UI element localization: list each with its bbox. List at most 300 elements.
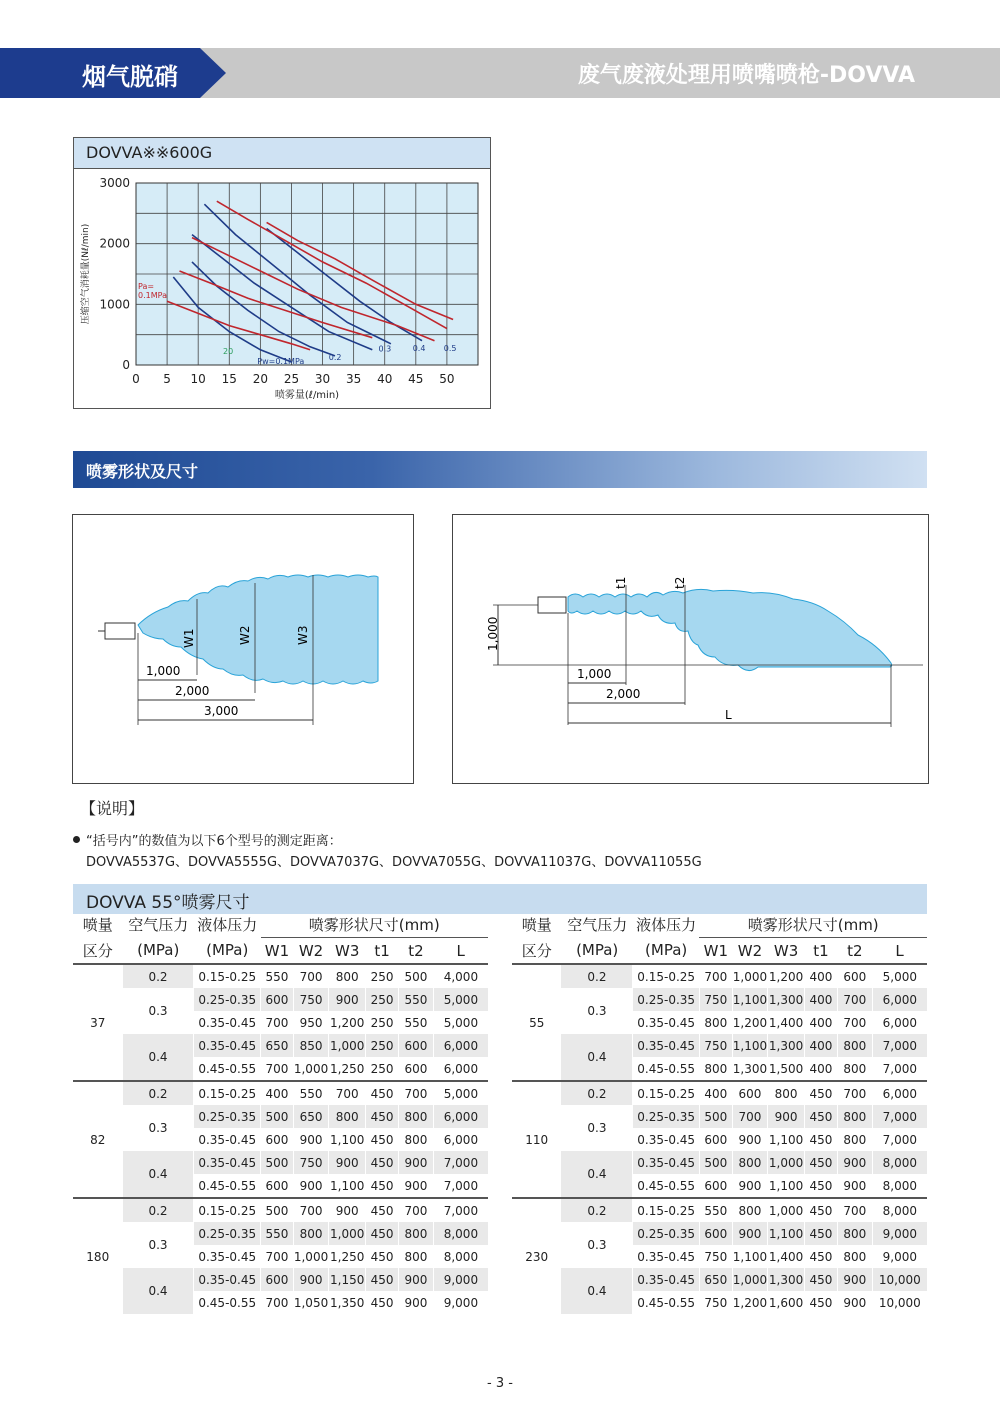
liquid-pressure-cell: 0.35-0.45: [633, 1128, 700, 1151]
table-title: DOVVA 55°喷雾尺寸: [86, 893, 250, 913]
liquid-pressure-cell: 0.45-0.55: [633, 1174, 700, 1198]
liquid-pressure-cell: 0.35-0.45: [633, 1034, 700, 1057]
value-cell: 800: [699, 1057, 732, 1081]
value-cell: 7,000: [433, 1174, 488, 1198]
value-cell: 750: [293, 988, 328, 1011]
value-cell: 500: [261, 1105, 294, 1128]
dim-1000: 1,000: [577, 667, 612, 681]
label-t2: t2: [673, 576, 687, 589]
value-cell: 800: [399, 1105, 434, 1128]
x-tick-label: 20: [252, 372, 269, 386]
value-cell: 650: [293, 1105, 328, 1128]
value-cell: 900: [732, 1222, 767, 1245]
value-cell: 900: [837, 1151, 872, 1174]
header-col: L: [872, 938, 927, 965]
liquid-pressure-cell: 0.35-0.45: [633, 1268, 700, 1291]
y-tick-label: 0: [122, 358, 130, 372]
liquid-pressure-cell: 0.25-0.35: [633, 988, 700, 1011]
page-header: [0, 48, 1000, 98]
air-pressure-cell: 0.3: [148, 1238, 168, 1252]
x-tick-label: 10: [190, 372, 206, 386]
value-cell: 950: [293, 1011, 328, 1034]
table-row: [73, 1034, 488, 1057]
table-row: [512, 988, 927, 1011]
spray-diagram-angled-svg: [453, 515, 928, 783]
air-pressure-cell: 0.2: [123, 1081, 194, 1105]
table-row: [73, 988, 488, 1011]
value-cell: 900: [399, 1151, 434, 1174]
air-pressure-cell: 0.2: [561, 1081, 632, 1105]
value-cell: 800: [837, 1222, 872, 1245]
liquid-pressure-cell: 0.45-0.55: [194, 1174, 261, 1198]
section-bar-spray-shape: [73, 451, 927, 488]
value-cell: 5,000: [872, 964, 927, 988]
value-cell: 6,000: [872, 1011, 927, 1034]
flow-cell: 55: [512, 964, 561, 1081]
header-col: W3: [329, 938, 366, 965]
value-cell: 650: [699, 1268, 732, 1291]
value-cell: 1,100: [768, 1128, 805, 1151]
value-cell: 6,000: [872, 988, 927, 1011]
value-cell: 700: [261, 1011, 294, 1034]
spray-size-table-left: [73, 912, 488, 1314]
value-cell: 900: [732, 1174, 767, 1198]
value-cell: 1,300: [768, 1268, 805, 1291]
value-cell: 1,400: [768, 1011, 805, 1034]
value-cell: 450: [366, 1174, 399, 1198]
bullet-icon: [73, 836, 80, 843]
header-air-pressure: 空气压力: [128, 916, 189, 935]
table-row: [512, 1105, 927, 1128]
value-cell: 550: [261, 964, 294, 988]
value-cell: 1,350: [329, 1291, 366, 1314]
value-cell: 700: [699, 964, 732, 988]
header-air-pressure: 空气压力: [567, 916, 628, 935]
value-cell: 550: [261, 1222, 294, 1245]
label-w2: W2: [238, 625, 252, 645]
value-cell: 900: [329, 1198, 366, 1222]
table-row: [512, 1081, 927, 1105]
value-cell: 8,000: [433, 1222, 488, 1245]
value-cell: 800: [837, 1057, 872, 1081]
table-row: [73, 1081, 488, 1105]
value-cell: 9,000: [433, 1291, 488, 1314]
value-cell: 6,000: [433, 1034, 488, 1057]
air-pressure-cell: 0.4: [123, 1034, 194, 1081]
value-cell: 1,200: [768, 964, 805, 988]
value-cell: 1,100: [732, 988, 767, 1011]
value-cell: 6,000: [872, 1081, 927, 1105]
value-cell: 600: [699, 1222, 732, 1245]
value-cell: 1,300: [732, 1057, 767, 1081]
dim-2000: 2,000: [606, 687, 641, 701]
curve-label: 0.2: [328, 353, 342, 363]
section-title: 喷雾形状及尺寸: [86, 462, 199, 481]
header-col: W1: [699, 938, 732, 965]
dim-3000: 3,000: [204, 704, 239, 718]
page-number: - 3 -: [487, 1376, 513, 1391]
liquid-pressure-cell: 0.25-0.35: [194, 1105, 261, 1128]
value-cell: 1,100: [329, 1128, 366, 1151]
value-cell: 450: [805, 1151, 838, 1174]
air-pressure-cell: 0.2: [123, 964, 194, 988]
value-cell: 10,000: [872, 1291, 927, 1314]
x-tick-label: 30: [314, 372, 331, 386]
value-cell: 550: [699, 1198, 732, 1222]
value-cell: 450: [366, 1268, 399, 1291]
value-cell: 450: [805, 1081, 838, 1105]
performance-chart: [73, 137, 491, 409]
flow-cell: 37: [73, 964, 123, 1081]
value-cell: 1,100: [768, 1174, 805, 1198]
value-cell: 700: [837, 1011, 872, 1034]
table-row: [73, 1198, 488, 1222]
value-cell: 1,000: [293, 1245, 328, 1268]
value-cell: 8,000: [872, 1198, 927, 1222]
value-cell: 450: [366, 1105, 399, 1128]
air-pressure-cell: 0.3: [587, 1004, 607, 1018]
liquid-pressure-cell: 0.15-0.25: [194, 1198, 261, 1222]
liquid-pressure-cell: 0.15-0.25: [633, 964, 700, 988]
value-cell: 1,000: [329, 1222, 366, 1245]
value-cell: 700: [837, 1198, 872, 1222]
header-liquid-pressure: 液体压力: [197, 916, 258, 935]
liquid-pressure-cell: 0.15-0.25: [194, 964, 261, 988]
liquid-pressure-cell: 0.15-0.25: [633, 1198, 700, 1222]
dim-height-1000: 1,000: [486, 616, 500, 651]
value-cell: 600: [261, 1174, 294, 1198]
table-row: [512, 1268, 927, 1291]
value-cell: 900: [329, 1151, 366, 1174]
header-col: t1: [805, 938, 838, 965]
value-cell: 7,000: [872, 1128, 927, 1151]
value-cell: 600: [699, 1174, 732, 1198]
value-cell: 800: [732, 1151, 767, 1174]
value-cell: 750: [293, 1151, 328, 1174]
value-cell: 800: [399, 1245, 434, 1268]
value-cell: 600: [399, 1057, 434, 1081]
liquid-pressure-cell: 0.25-0.35: [194, 1222, 261, 1245]
chart-title-bar: [74, 138, 490, 169]
table-row: [73, 1268, 488, 1291]
value-cell: 600: [261, 1128, 294, 1151]
x-tick-label: 5: [163, 372, 171, 386]
air-pressure-cell: 0.2: [123, 1198, 194, 1222]
value-cell: 250: [366, 964, 399, 988]
liquid-pressure-cell: 0.35-0.45: [194, 1268, 261, 1291]
header-flow-sub: 区分: [512, 938, 561, 965]
x-tick-label: 40: [377, 372, 393, 386]
value-cell: 900: [732, 1128, 767, 1151]
header-col: W2: [293, 938, 328, 965]
value-cell: 600: [399, 1034, 434, 1057]
value-cell: 400: [805, 1034, 838, 1057]
value-cell: 800: [399, 1222, 434, 1245]
table-row: [73, 964, 488, 988]
value-cell: 1,050: [293, 1291, 328, 1314]
value-cell: 9,000: [872, 1245, 927, 1268]
value-cell: 700: [837, 988, 872, 1011]
air-pressure-cell: 0.2: [561, 1198, 632, 1222]
liquid-pressure-cell: 0.25-0.35: [194, 988, 261, 1011]
value-cell: 800: [699, 1011, 732, 1034]
value-cell: 450: [366, 1245, 399, 1268]
value-cell: 900: [399, 1268, 434, 1291]
value-cell: 800: [837, 1034, 872, 1057]
liquid-pressure-cell: 0.45-0.55: [633, 1057, 700, 1081]
liquid-pressure-cell: 0.15-0.25: [194, 1081, 261, 1105]
flow-cell: 180: [73, 1198, 123, 1314]
value-cell: 700: [329, 1081, 366, 1105]
y-tick-label: 3000: [99, 176, 130, 190]
header-col: t1: [366, 938, 399, 965]
value-cell: 800: [732, 1198, 767, 1222]
liquid-pressure-cell: 0.35-0.45: [194, 1011, 261, 1034]
value-cell: 9,000: [872, 1222, 927, 1245]
value-cell: 400: [805, 1011, 838, 1034]
air-pressure-cell: 0.4: [123, 1268, 194, 1314]
table-row: [512, 1151, 927, 1174]
value-cell: 800: [837, 1245, 872, 1268]
curve-label: Pw=0.1MPa: [257, 356, 305, 366]
value-cell: 450: [805, 1291, 838, 1314]
header-spray-shape: 喷雾形状尺寸(mm): [261, 912, 488, 938]
value-cell: 900: [768, 1105, 805, 1128]
liquid-pressure-cell: 0.35-0.45: [194, 1128, 261, 1151]
table-title-bar: [73, 884, 927, 914]
pa-label: Pa=: [138, 282, 155, 292]
value-cell: 1,100: [768, 1222, 805, 1245]
value-cell: 9,000: [433, 1268, 488, 1291]
value-cell: 450: [366, 1128, 399, 1151]
header-col: L: [433, 938, 488, 965]
value-cell: 700: [399, 1198, 434, 1222]
value-cell: 250: [366, 1057, 399, 1081]
liquid-pressure-cell: 0.45-0.55: [633, 1291, 700, 1314]
value-cell: 750: [699, 988, 732, 1011]
x-tick-label: 25: [283, 372, 300, 386]
air-pressure-cell: 0.3: [148, 1004, 168, 1018]
curve-label: 0.5: [443, 344, 457, 354]
value-cell: 600: [699, 1128, 732, 1151]
value-cell: 600: [261, 988, 294, 1011]
liquid-pressure-cell: 0.35-0.45: [194, 1151, 261, 1174]
header-air-unit: (MPa): [561, 938, 632, 965]
value-cell: 1,250: [329, 1245, 366, 1268]
value-cell: 400: [805, 988, 838, 1011]
curve-label: 0.3: [378, 344, 392, 354]
value-cell: 450: [805, 1198, 838, 1222]
value-cell: 800: [399, 1128, 434, 1151]
value-cell: 7,000: [872, 1034, 927, 1057]
spray-diagram-horizontal: [72, 514, 414, 784]
value-cell: 900: [837, 1174, 872, 1198]
value-cell: 700: [293, 964, 328, 988]
chart-plot: [74, 168, 490, 408]
value-cell: 5,000: [433, 988, 488, 1011]
value-cell: 450: [805, 1174, 838, 1198]
value-cell: 450: [805, 1128, 838, 1151]
header-liquid-unit: (MPa): [633, 938, 700, 965]
value-cell: 250: [366, 988, 399, 1011]
value-cell: 700: [399, 1081, 434, 1105]
value-cell: 450: [366, 1081, 399, 1105]
air-pressure-cell: 0.4: [561, 1034, 632, 1081]
value-cell: 400: [805, 1057, 838, 1081]
value-cell: 1,000: [732, 1268, 767, 1291]
air-pressure-cell: 0.4: [123, 1151, 194, 1198]
value-cell: 900: [837, 1291, 872, 1314]
y-tick-label: 1000: [99, 297, 130, 312]
x-tick-label: 15: [221, 372, 237, 386]
value-cell: 900: [293, 1174, 328, 1198]
value-cell: 1,100: [732, 1034, 767, 1057]
value-cell: 800: [768, 1081, 805, 1105]
value-cell: 450: [366, 1151, 399, 1174]
liquid-pressure-cell: 0.35-0.45: [633, 1151, 700, 1174]
air-pressure-cell: 0.3: [587, 1121, 607, 1135]
header-tab-arrow: [200, 48, 226, 98]
value-cell: 550: [399, 988, 434, 1011]
value-cell: 250: [366, 1011, 399, 1034]
value-cell: 600: [732, 1081, 767, 1105]
dim-L: L: [725, 708, 732, 722]
value-cell: 450: [366, 1222, 399, 1245]
x-tick-label: 45: [408, 372, 424, 386]
table-row: [73, 1222, 488, 1245]
table-row: [512, 1034, 927, 1057]
value-cell: 1,000: [768, 1151, 805, 1174]
value-cell: 450: [805, 1268, 838, 1291]
value-cell: 800: [837, 1128, 872, 1151]
liquid-pressure-cell: 0.25-0.35: [633, 1105, 700, 1128]
header-col: t2: [837, 938, 872, 965]
liquid-pressure-cell: 0.35-0.45: [194, 1245, 261, 1268]
flow-cell: 82: [73, 1081, 123, 1198]
table-row: [512, 1222, 927, 1245]
value-cell: 1,300: [768, 988, 805, 1011]
y-axis-label: 压缩空气消耗量(Nℓ/min): [81, 223, 91, 325]
value-cell: 450: [805, 1245, 838, 1268]
value-cell: 8,000: [872, 1151, 927, 1174]
value-cell: 6,000: [433, 1128, 488, 1151]
curve-label: 0.4: [412, 344, 426, 354]
value-cell: 850: [293, 1034, 328, 1057]
value-cell: 900: [293, 1128, 328, 1151]
value-cell: 450: [805, 1222, 838, 1245]
label-t1: t1: [614, 576, 628, 589]
header-flow: 喷量: [82, 916, 113, 935]
value-cell: 7,000: [433, 1151, 488, 1174]
value-cell: 1,000: [293, 1057, 328, 1081]
liquid-pressure-cell: 0.35-0.45: [633, 1245, 700, 1268]
value-cell: 550: [399, 1011, 434, 1034]
value-cell: 900: [399, 1174, 434, 1198]
value-cell: 500: [699, 1105, 732, 1128]
value-cell: 800: [837, 1105, 872, 1128]
label-w3: W3: [296, 625, 310, 645]
value-cell: 750: [699, 1245, 732, 1268]
value-cell: 5,000: [433, 1011, 488, 1034]
header-liquid-pressure: 液体压力: [636, 916, 697, 935]
value-cell: 6,000: [433, 1057, 488, 1081]
header-liquid-unit: (MPa): [194, 938, 261, 965]
pa-label: 0.1MPa: [138, 291, 167, 301]
value-cell: 1,200: [732, 1291, 767, 1314]
value-cell: 500: [261, 1198, 294, 1222]
value-cell: 500: [261, 1151, 294, 1174]
header-col: W3: [768, 938, 805, 965]
value-cell: 700: [837, 1081, 872, 1105]
flow-cell: 110: [512, 1081, 561, 1198]
header-product-title: 废气废液处理用喷嘴喷枪-DOVVA: [577, 63, 915, 88]
value-cell: 4,000: [433, 964, 488, 988]
value-cell: 550: [293, 1081, 328, 1105]
value-cell: 7,000: [433, 1198, 488, 1222]
value-cell: 1,200: [732, 1011, 767, 1034]
value-cell: 7,000: [872, 1105, 927, 1128]
table-row: [73, 1105, 488, 1128]
value-cell: 700: [261, 1057, 294, 1081]
spray-diagram-angled: [452, 514, 929, 784]
value-cell: 400: [261, 1081, 294, 1105]
dim-1000: 1,000: [146, 664, 181, 678]
value-cell: 900: [329, 988, 366, 1011]
value-cell: 1,150: [329, 1268, 366, 1291]
value-cell: 900: [399, 1291, 434, 1314]
header-category: 烟气脱硝: [82, 63, 178, 91]
flow-cell: 230: [512, 1198, 561, 1314]
header-air-unit: (MPa): [123, 938, 194, 965]
spray-size-table-right: [512, 912, 927, 1314]
liquid-pressure-cell: 0.35-0.45: [194, 1034, 261, 1057]
value-cell: 700: [293, 1198, 328, 1222]
liquid-pressure-cell: 0.45-0.55: [194, 1057, 261, 1081]
value-cell: 5,000: [433, 1081, 488, 1105]
header-col: W1: [261, 938, 294, 965]
note-line-2: DOVVA5537G、DOVVA5555G、DOVVA7037G、DOVVA7055G、DOVVA11037G、DOVVA11055G: [86, 855, 702, 870]
header-flow: 喷量: [521, 916, 552, 935]
value-cell: 400: [805, 964, 838, 988]
header-flow-sub: 区分: [73, 938, 123, 965]
value-cell: 450: [366, 1291, 399, 1314]
notes-title: 【说明】: [80, 799, 145, 818]
liquid-pressure-cell: 0.25-0.35: [633, 1222, 700, 1245]
value-cell: 6,000: [433, 1105, 488, 1128]
value-cell: 800: [329, 964, 366, 988]
liquid-pressure-cell: 0.35-0.45: [633, 1011, 700, 1034]
chart-title: DOVVA※※600G: [86, 143, 213, 162]
value-cell: 600: [261, 1268, 294, 1291]
value-cell: 1,600: [768, 1291, 805, 1314]
value-cell: 500: [699, 1151, 732, 1174]
value-cell: 900: [293, 1268, 328, 1291]
value-cell: 900: [837, 1268, 872, 1291]
x-tick-label: 35: [345, 372, 362, 386]
value-cell: 800: [293, 1222, 328, 1245]
table-row: [512, 964, 927, 988]
header-col: W2: [732, 938, 767, 965]
air-pressure-cell: 0.3: [148, 1121, 168, 1135]
air-pressure-cell: 0.4: [561, 1268, 632, 1314]
liquid-pressure-cell: 0.45-0.55: [194, 1291, 261, 1314]
air-pressure-cell: 0.2: [561, 964, 632, 988]
value-cell: 1,300: [768, 1034, 805, 1057]
value-cell: 600: [837, 964, 872, 988]
value-cell: 1,000: [732, 964, 767, 988]
y-tick-label: 2000: [99, 236, 130, 251]
x-tick-label: 50: [439, 372, 455, 386]
